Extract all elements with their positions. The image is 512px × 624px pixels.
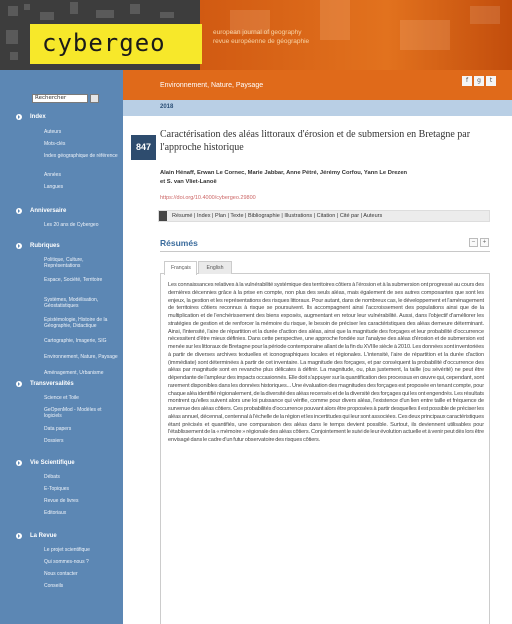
sidebar-section-title: Vie Scientifique <box>30 460 75 466</box>
article-nav-link[interactable]: Auteurs <box>363 213 383 219</box>
sidebar-item[interactable]: Mots-clés <box>44 141 66 147</box>
nav-separator: | <box>312 213 317 219</box>
tagline-en: european journal of geography <box>213 29 302 36</box>
article-nav-link[interactable]: Texte <box>230 213 244 219</box>
sidebar-item[interactable]: Dossiers <box>44 438 64 444</box>
nav-separator: | <box>279 213 285 219</box>
divider <box>160 251 490 252</box>
sidebar-item[interactable]: Langues <box>44 184 64 190</box>
nav-separator: | <box>210 213 215 219</box>
sidebar-item[interactable]: Politique, Culture, Représentations <box>44 257 84 269</box>
tagline-fr: revue européenne de géographie <box>213 38 310 45</box>
rubrique-title[interactable]: Environnement, Nature, Paysage <box>160 82 264 89</box>
decor-square <box>10 52 18 60</box>
nav-marker <box>159 211 167 221</box>
sidebar-item[interactable]: Revue de livres <box>44 498 79 504</box>
sidebar-item[interactable]: Aménagement, Urbanisme <box>44 370 104 376</box>
article-number: 847 <box>131 135 156 160</box>
decor-square <box>96 10 114 18</box>
article-authors: Alain Hénaff, Erwan Le Cornec, Marie Jabbar, Anne Pétré, Jérémy Corfou, Yann Le Drezen et S. van Vliet-Lanoë <box>160 170 408 185</box>
nav-separator: | <box>335 213 340 219</box>
tab-francais[interactable]: Français <box>164 261 197 275</box>
decor-square <box>70 2 78 14</box>
article-nav-link[interactable]: Citation <box>316 213 336 219</box>
article-nav-link[interactable]: Illustrations <box>284 213 313 219</box>
sidebar-item[interactable]: Data papers <box>44 426 72 432</box>
sidebar-item[interactable]: Auteurs <box>44 129 62 135</box>
sidebar-section-heading <box>30 460 75 466</box>
article-nav-link[interactable]: Plan <box>214 213 226 219</box>
logo-text[interactable]: cybergeo <box>42 29 166 57</box>
sidebar-item[interactable]: Science et Toile <box>44 395 79 401</box>
sidebar-item[interactable]: Années <box>44 172 61 178</box>
bullet-arrow-icon <box>16 460 22 466</box>
bullet-arrow-icon <box>16 533 22 539</box>
bullet-arrow-icon <box>16 208 22 214</box>
bullet-arrow-icon <box>16 243 22 249</box>
decor-square <box>40 12 54 20</box>
site-header <box>0 0 512 70</box>
doi-link[interactable]: https://doi.org/10.4000/cybergeo.29800 <box>160 195 256 201</box>
sidebar-item[interactable]: Editoriaux <box>44 510 67 516</box>
sidebar-item[interactable]: GeOpenMod - Modèles et logiciels <box>44 407 102 419</box>
decor-square <box>6 30 18 44</box>
bullet-arrow-icon <box>16 381 22 387</box>
article-title: Caractérisation des aléas littoraux d'érosion et de submersion en Bretagne par l'approche historique <box>160 129 471 153</box>
sidebar-item[interactable]: Débats <box>44 474 60 480</box>
sidebar-item[interactable]: Environnement, Nature, Paysage <box>44 354 118 360</box>
tab-english[interactable]: English <box>198 261 232 274</box>
nav-separator: | <box>243 213 249 219</box>
twitter-icon[interactable]: t <box>486 76 496 86</box>
decor-square <box>160 12 174 18</box>
decor-square <box>130 4 140 14</box>
article-nav-link[interactable]: Bibliographie <box>248 213 280 219</box>
nav-separator: | <box>192 213 197 219</box>
year-band <box>123 100 512 116</box>
font-decrease-icon[interactable]: − <box>469 238 478 247</box>
sidebar-item[interactable]: Espace, Société, Territoire <box>44 277 103 283</box>
sidebar-section-heading <box>30 243 60 249</box>
decor-square <box>8 6 18 16</box>
sidebar-section-title: Index <box>30 114 46 120</box>
language-tabs <box>160 260 490 274</box>
nav-separator: | <box>225 213 231 219</box>
article-nav-link[interactable]: Index <box>196 213 211 219</box>
article-nav <box>158 210 490 222</box>
font-increase-icon[interactable]: + <box>480 238 489 247</box>
sidebar-section-title: Rubriques <box>30 243 60 249</box>
sidebar-item[interactable]: Epistémologie, Histoire de la Géographie, Didactique <box>44 317 108 329</box>
article-nav-link[interactable]: Résumé <box>172 213 193 219</box>
search-button[interactable] <box>90 94 99 103</box>
sidebar-item[interactable]: Qui sommes-nous ? <box>44 559 89 565</box>
year-label[interactable]: 2018 <box>160 104 174 110</box>
sidebar-item[interactable]: Conseils <box>44 583 64 589</box>
abstract-panel <box>160 274 490 624</box>
decor-square <box>24 4 30 10</box>
facebook-icon[interactable]: f <box>462 76 472 86</box>
nav-separator: | <box>359 213 364 219</box>
article-nav-links <box>172 213 382 219</box>
sidebar-item[interactable]: Systèmes, Modélisation, Géostatistiques <box>44 297 99 309</box>
sidebar-item[interactable]: Les 20 ans de Cybergeo <box>44 222 99 228</box>
sidebar-section-title: Anniversaire <box>30 208 67 214</box>
search-input[interactable]: Rechercher <box>32 94 88 103</box>
sidebar-item[interactable]: Index géographique de référence <box>44 153 118 159</box>
bullet-arrow-icon <box>16 114 22 120</box>
sidebar-item[interactable]: Nous contacter <box>44 571 78 577</box>
rubrique-band <box>123 70 512 100</box>
abstract-text: Les connaissances relatives à la vulnérabilité systémique des territoires côtiers à l'érosion et à la submersion ont progressé au cours des dernières décennies grâce à la prise en compte, non plus des seuls aléas, mais également de ses autres composantes que sont les enjeux, la gestion et les représentations des risques littoraux. Pour autant, dans de nombreux cas, le développement et l'aménagement de territoires côtiers reconnus à risque se poursuivent. Ils accompagnent ainsi l'accroissement des populations ainsi que de la multiplication et de l'enchérissement des biens exposés, augmentant en retour leur vulnérabilité. Aussi, dans l'objectif d'améliorer les stratégies de gestion et de renforcer la mémoire du risque, le besoin de préciser les caractéristiques des aléas demeure déterminant. Ainsi, l'intensité, l'aire de répartition et la durée d'action des aléas, ainsi que la magnitude des forçages et leur probabilité d'occurrence nécessitent d'être mieux définies. Dans cette perspective, une approche fondée sur l'analyse des aléas d'érosion et de submersion est menée sur les littoraux de Bretagne pour la période contemporaine allant de la fin du XVIIIe siècle à 2010. Les données sont inventoriées à partir de diverses archives textuelles et iconographiques locales et régionales. L'intensité, l'aire de répartition et la durée d'action (immédiate) sont déterminées à partir de cet inventaire. La magnitude des forçages, et par conséquent la probabilité d'occurrence des aléas par magnitude sont en revanche plus délicates à définir. La magnitude, ou, plus justement, la taille (ou sévérité) ne peut être dépendante de l'ampleur des impacts occasionnés. Elle doit s'appuyer sur la quantification des processus en œuvre qui, cependant, sont rarement disponibles dans les données historiques... Une évaluation des magnitudes des forçages est proposée en tenant compte, pour chaque aléa identifié régionalement, de la diversité des aléas recensés et de la diversité des forçages qui les ont engendrés. Les résultats montrent qu'elles suivent alors une loi puissance qui vérifie, comme pour divers aléas, l'existence d'un lien entre taille et fréquence de survenue des aléas côtiers. Ces probabilités d'occurrence pouvant alors être proposées à partir desquelles il est possible de préciser les aléas annuel, décennal, centennal à l'échelle de la région et les incertitudes qui leur sont associées. Ces deux principaux caractéristiques étant précisés et quantifiés, une comparaison des aléas dans le temps devient possible. Surtout, ils deviennent utilisables pour l'établissement de la « mémoire » régionale des aléas côtiers. Conjointement le suivi de leur évolution actuelle et à venir peut dès lors être envisagé dans le cadre d'un futur observatoire des risques côtiers. <box>168 282 484 443</box>
sidebar-section-title: Transversalités <box>30 381 74 387</box>
sidebar-item[interactable]: Le projet scientifique <box>44 547 90 553</box>
google-plus-icon[interactable]: g <box>474 76 484 86</box>
sidebar-section-heading <box>30 381 74 387</box>
sidebar-section-heading <box>30 114 46 120</box>
sidebar-item[interactable]: Cartographie, Imagerie, SIG <box>44 338 107 344</box>
article-nav-link[interactable]: Cité par <box>339 213 360 219</box>
sidebar-section-title: La Revue <box>30 533 57 539</box>
sidebar-section-heading <box>30 208 66 214</box>
resumes-heading: Résumés <box>160 238 198 248</box>
sidebar-section-heading <box>30 533 57 539</box>
sidebar-item[interactable]: E-Topiques <box>44 486 70 492</box>
